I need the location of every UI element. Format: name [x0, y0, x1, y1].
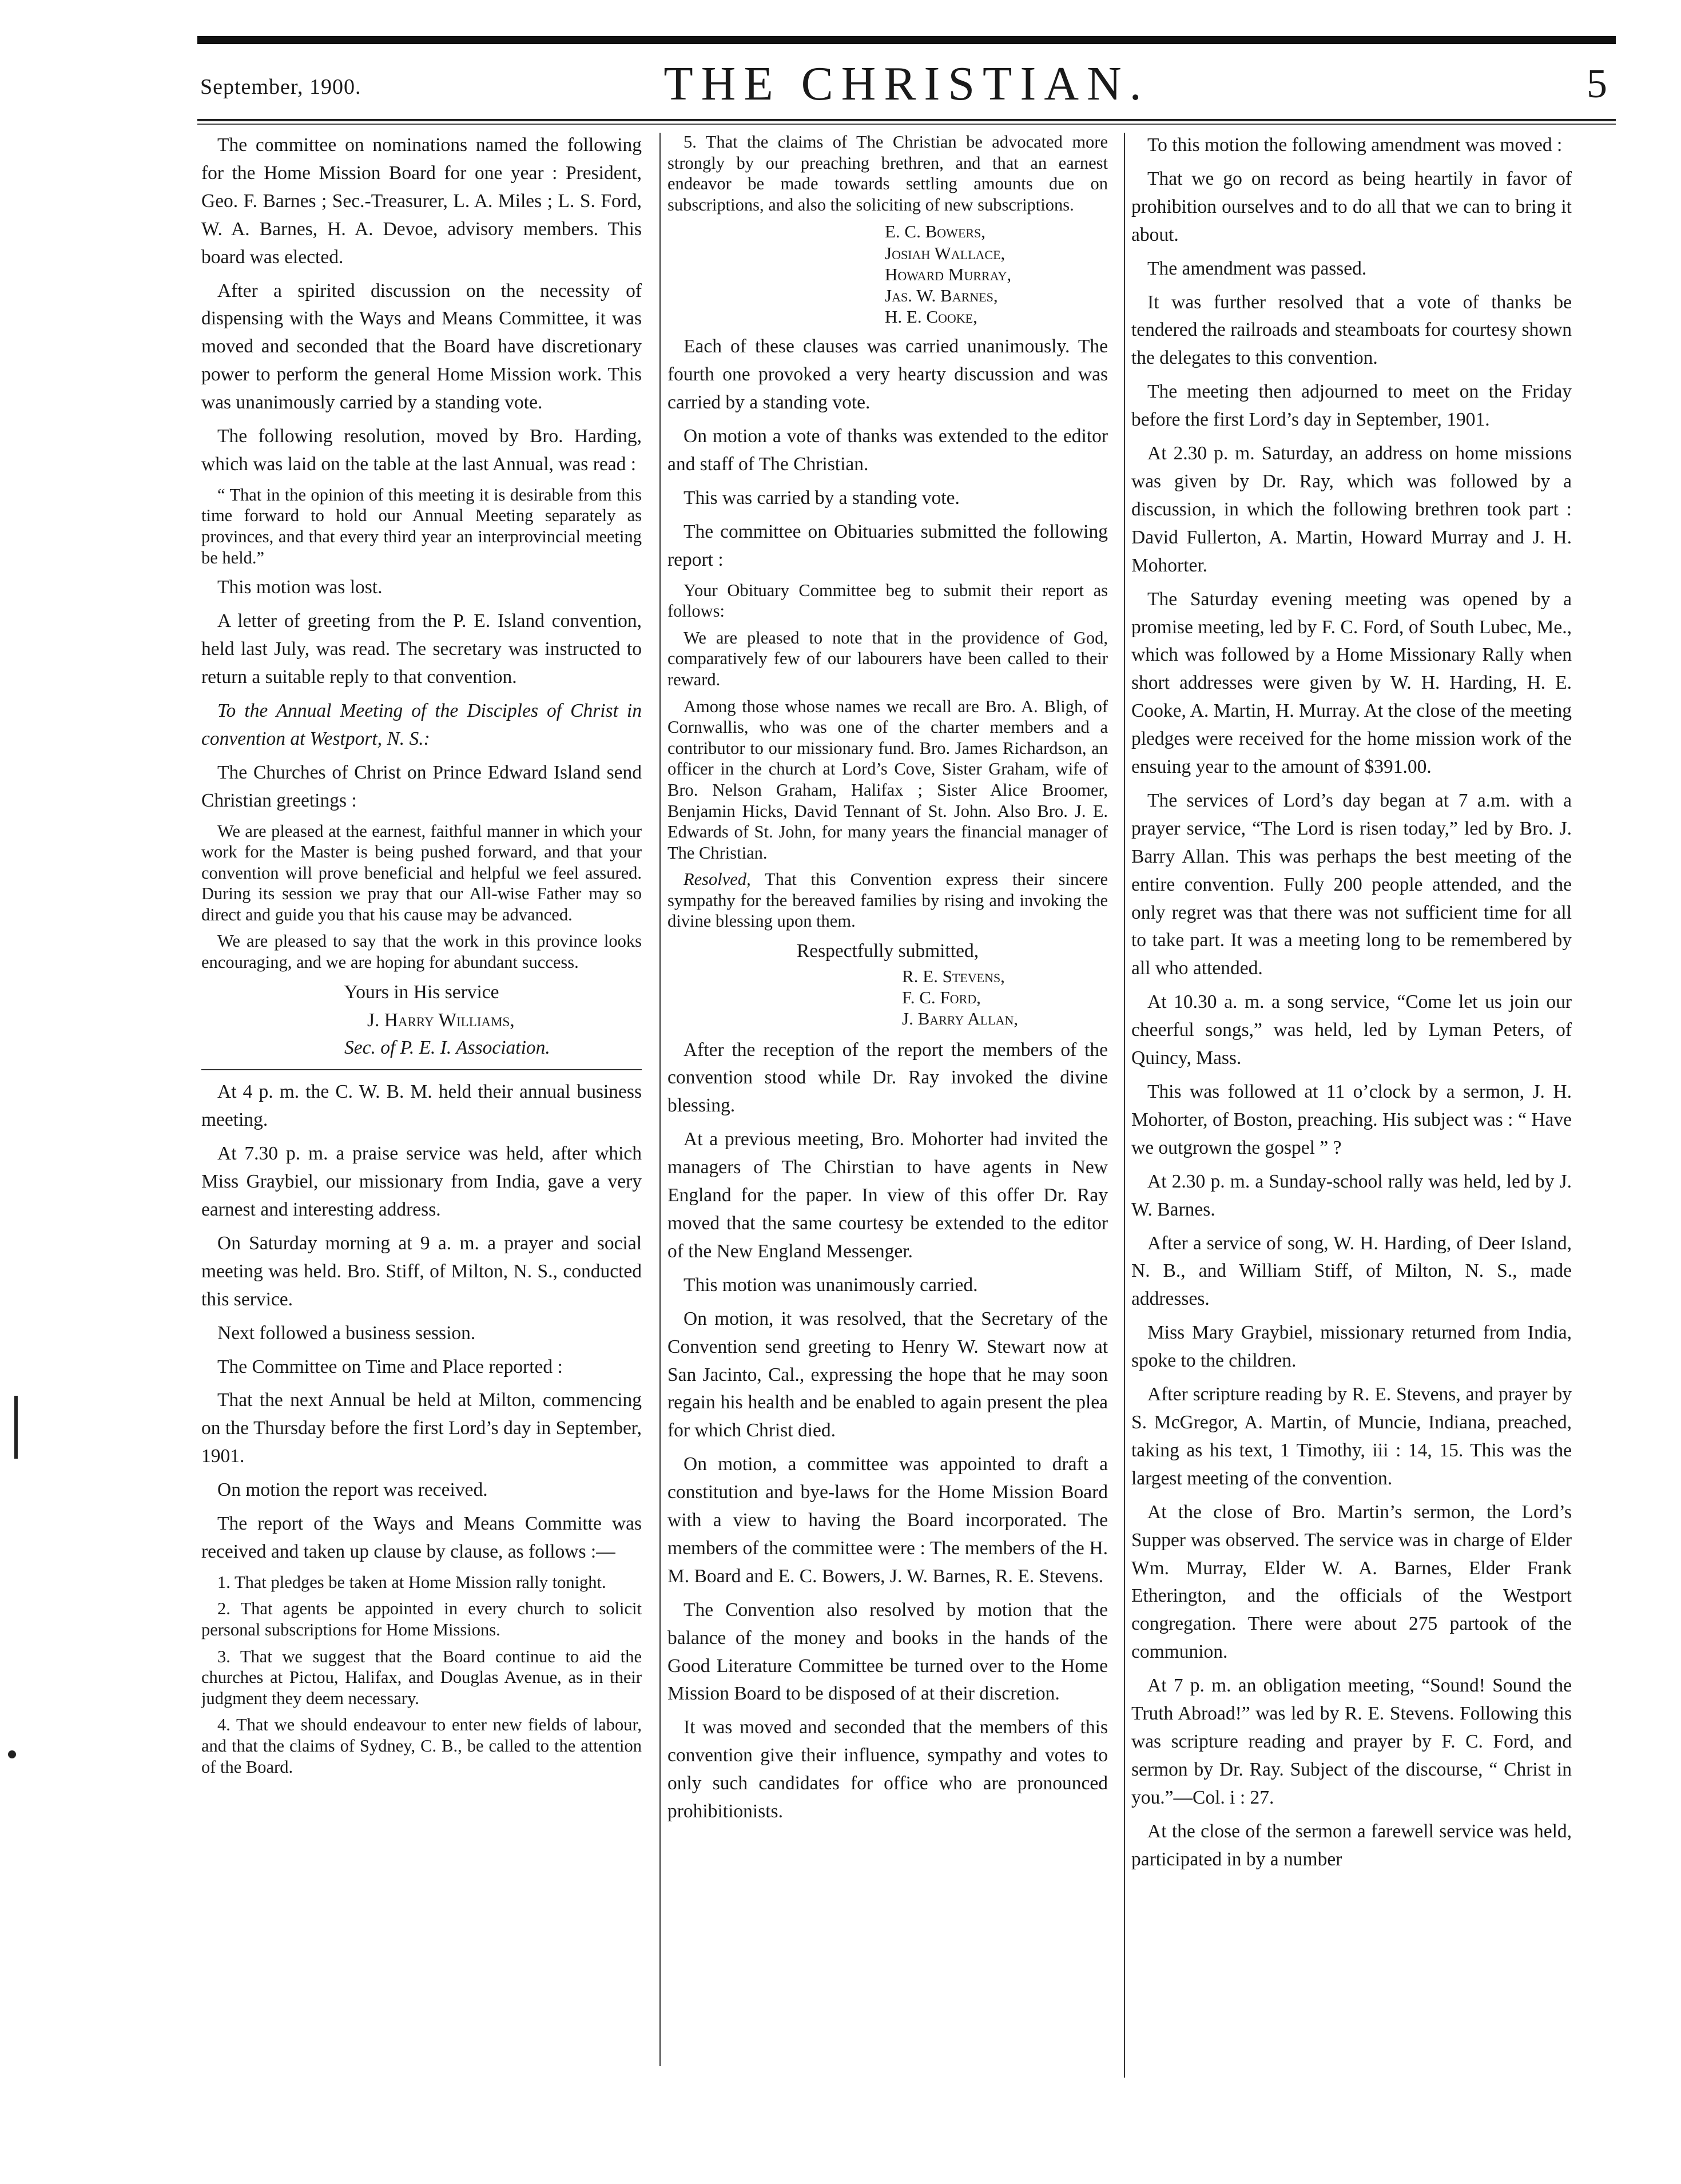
paragraph: The Committee on Time and Place reported : — [217, 1356, 563, 1377]
paragraph: On motion, a committee was appointed to draft a constitution and bye-laws for the Home Mission Board with a view to having the Board incorporated. The members of the committee were : The members of the H. M. Board and E. C. Bowers, J. W. Barnes, R. E. Stevens. — [667, 1454, 1108, 1587]
report-body: We are pleased to note that in the providence of God, comparatively few of our labourers have been called to their reward. — [667, 628, 1108, 689]
paragraph: This motion was lost. — [217, 577, 383, 598]
signature: R. E. Stevens, — [902, 966, 1005, 986]
letter-signer-title: Sec. of P. E. I. Association. — [344, 1037, 550, 1059]
signature: H. E. Cooke, — [885, 307, 977, 327]
resolved-label: Resolved, — [683, 869, 751, 890]
column-divider-2 — [1124, 133, 1125, 2078]
paragraph: That the next Annual be held at Milton, commencing on the Thursday before the first Lord’s day in September, 1901. — [201, 1389, 642, 1467]
header-rule-thin — [197, 124, 1616, 125]
letter-address: To the Annual Meeting of the Disciples of Christ in convention at Westport, N. S.: — [201, 700, 642, 749]
paragraph: After a spirited discussion on the necessity of dispensing with the Ways and Means Committee, it was moved and seconded that the Board have discretionary power to perform the general Home Mission work. This was unanimously carried by a standing vote. — [201, 280, 642, 414]
paragraph: The report of the Ways and Means Committe was received and taken up clause by clause, as follows :— — [201, 1513, 642, 1562]
report-clause: 2. That agents be appointed in every church to solicit personal subscriptions for Home Missions. — [201, 1599, 642, 1640]
signature: E. C. Bowers, — [885, 221, 986, 242]
paragraph: At the close of Bro. Martin’s sermon, the Lord’s Supper was observed. The service was in charge of Elder Wm. Murray, Elder W. A. Barnes, Elder Frank Etherington, and the officials of the Westport congregation. There were about 275 partook of the communion. — [1131, 1501, 1572, 1663]
paragraph: This was carried by a standing vote. — [683, 487, 960, 509]
paragraph: The meeting then adjourned to meet on the Friday before the first Lord’s day in September, 1901. — [1131, 381, 1572, 431]
resolution — [667, 869, 1108, 932]
paragraph: The Saturday evening meeting was opened by a promise meeting, led by F. C. Ford, of South Lubec, Me., which was followed by a Home Missionary Rally when short addresses were given by W. H. Harding, H. E. Cooke, A. Martin, H. Murray. At the close of the meeting pledges were received for the home mission work of the ensuing year to the amount of $391.00. — [1131, 588, 1572, 778]
paragraph: On motion the report was received. — [217, 1479, 488, 1501]
paragraph: At 7.30 p. m. a praise service was held, after which Miss Graybiel, our missionary from India, gave a very earnest and interesting address. — [201, 1143, 642, 1220]
report-clause: 4. That we should endeavour to enter new fields of labour, and that the claims of Sydney, C. B., be called to the attention of the Board. — [201, 1715, 642, 1777]
signature: Josiah Wallace, — [885, 243, 1006, 263]
letter-body: We are pleased to say that the work in this province looks encouraging, and we are hoping for abundant success. — [201, 931, 642, 972]
top-rule — [197, 36, 1616, 44]
paragraph: After the reception of the report the members of the convention stood while Dr. Ray invoked the divine blessing. — [667, 1039, 1108, 1117]
column-divider-1 — [659, 133, 661, 2066]
section-rule — [201, 1069, 642, 1070]
header-rule — [197, 119, 1616, 121]
signature: F. C. Ford, — [902, 987, 981, 1008]
letter-signer: J. Harry Williams, — [367, 1009, 515, 1031]
paragraph: Next followed a business session. — [217, 1322, 476, 1344]
signature: J. Barry Allan, — [902, 1008, 1018, 1029]
paragraph: At 2.30 p. m. a Sunday-school rally was held, led by J. W. Barnes. — [1131, 1170, 1572, 1220]
report-clause: 3. That we suggest that the Board continue to aid the churches at Pictou, Halifax, and Douglas Avenue, as in their judgment they deem necessary. — [201, 1646, 642, 1708]
paragraph: On Saturday morning at 9 a. m. a prayer and social meeting was held. Bro. Stiff, of Milton, N. S., conducted this service. — [201, 1232, 642, 1310]
column-2 — [667, 132, 1108, 1832]
paragraph: After a service of song, W. H. Harding, of Deer Island, N. B., and William Stiff, of Milton, N. S., made addresses. — [1131, 1232, 1572, 1310]
letter-closing: Yours in His service — [344, 981, 499, 1003]
resolution-text: That this Convention express their sincere sympathy for the bereaved families by rising and invoking the divine blessing upon them. — [667, 869, 1108, 931]
letter-body: We are pleased at the earnest, faithful manner in which your work for the Master is being pushed forward, and that your convention will prove beneficial and helpful we feel assured. During its session we pray that our All-wise Father may so direct and guide you that his cause may be advanced. — [201, 821, 642, 924]
margin-mark — [8, 1750, 16, 1758]
committee-signatures — [667, 221, 1108, 327]
paragraph: A letter of greeting from the P. E. Island convention, held last July, was read. The secretary was instructed to return a suitable reply to that convention. — [201, 610, 642, 688]
paragraph: The services of Lord’s day began at 7 a.m. with a prayer service, “The Lord is risen today,” led by Bro. J. Barry Allan. This was perhaps the best meeting of the entire convention. Fully 200 people attended, and the only regret was that there was not sufficient time for all to take part. It was a meeting long to be remembered by all who attended. — [1131, 789, 1572, 979]
paragraph: Each of these clauses was carried unanimously. The fourth one provoked a very hearty discussion and was carried by a standing vote. — [667, 336, 1108, 414]
paragraph: It was moved and seconded that the members of this convention give their influence, sympathy and votes to only such candidates for office who are pronounced prohibitionists. — [667, 1717, 1108, 1822]
paragraph: On motion, it was resolved, that the Secretary of the Convention send greeting to Henry W. Stewart now at San Jacinto, Cal., expressing the hope that he may soon regain his health and be enabled to again present the plea for which Christ died. — [667, 1308, 1108, 1442]
page-header — [194, 51, 1619, 120]
paragraph: To this motion the following amendment was moved : — [1147, 134, 1563, 156]
paragraph: The Churches of Christ on Prince Edward Island send Christian greetings : — [201, 761, 642, 811]
paragraph: At 7 p. m. an obligation meeting, “Sound! Sound the Truth Abroad!” was led by R. E. Stevens. Following this was scripture reading and prayer by F. C. Ford, and sermon by Dr. Ray. Subject of the discourse, “ Christ in you.”—Col. i : 27. — [1131, 1675, 1572, 1808]
paragraph: The committee on nominations named the following for the Home Mission Board for one year : President, Geo. F. Barnes ; Sec.-Treasurer, L. A. Miles ; L. S. Ford, W. A. Barnes, H. A. Devoe, advisory members. This board was elected. — [201, 134, 642, 268]
paragraph: On motion a vote of thanks was extended to the editor and staff of The Christian. — [667, 426, 1108, 475]
paragraph: At 2.30 p. m. Saturday, an address on home missions was given by Dr. Ray, which was followed by a discussion, in which the following brethren took part : David Fullerton, A. Martin, Howard Murray and J. H. Mohorter. — [1131, 443, 1572, 576]
issue-date: September, 1900. — [200, 75, 361, 99]
paragraph: At 4 p. m. the C. W. B. M. held their annual business meeting. — [201, 1081, 642, 1131]
paragraph: Miss Mary Graybiel, missionary returned from India, spoke to the children. — [1131, 1322, 1572, 1372]
quoted-resolution: “ That in the opinion of this meeting it is desirable from this time forward to hold our Annual Meeting separately as provinces, and that every third year an interprovincial meeting be held.” — [201, 485, 642, 567]
paragraph: The amendment was passed. — [1147, 257, 1367, 279]
paragraph: The following resolution, moved by Bro. Harding, which was laid on the table at the last Annual, was read : — [201, 426, 642, 475]
report-clause: 1. That pledges be taken at Home Mission rally tonight. — [217, 1572, 606, 1592]
report-submitted: Respectfully submitted, — [796, 940, 979, 962]
signature: Jas. W. Barnes, — [885, 285, 998, 305]
report-body: Your Obituary Committee beg to submit their report as follows: — [667, 580, 1108, 621]
paragraph: This was followed at 11 o’clock by a sermon, J. H. Mohorter, of Boston, preaching. His subject was : “ Have we outgrown the gospel ” ? — [1131, 1081, 1572, 1158]
page-number: 5 — [1587, 61, 1607, 106]
obituary-committee-signatures — [667, 966, 1108, 1030]
paragraph: This motion was unanimously carried. — [683, 1274, 978, 1296]
paragraph: The committee on Obituaries submitted the following report : — [667, 521, 1108, 570]
report-body: Among those whose names we recall are Bro. A. Bligh, of Cornwallis, who was one of the charter members and a contributor to our missionary fund. Bro. James Richardson, an officer in the church at Lord’s Cove, Sister Graham, wife of Bro. Nelson Graham, Halifax ; Sister Alice Broomer, Benjamin Hicks, David Tennant of St. John. Also Bro. J. E. Edwards of St. John, for many years the financial manager of The Christian. — [667, 696, 1108, 863]
paragraph: At the close of the sermon a farewell service was held, participated in by a number — [1131, 1820, 1572, 1870]
column-1 — [201, 132, 642, 1783]
amendment-text: That we go on record as being heartily in favor of prohibition ourselves and to do all that we can to bring it about. — [1131, 168, 1572, 245]
paragraph: The Convention also resolved by motion that the balance of the money and books in the hands of the Good Literature Committee be turned over to the Home Mission Board to be disposed of at their discretion. — [667, 1599, 1108, 1705]
margin-mark — [14, 1396, 18, 1459]
signature: Howard Murray, — [885, 264, 1012, 284]
masthead-title: THE CHRISTIAN. — [663, 57, 1150, 110]
paragraph: At 10.30 a. m. a song service, “Come let us join our cheerful songs,” was held, led by Lyman Peters, of Quincy, Mass. — [1131, 991, 1572, 1069]
column-3 — [1131, 132, 1572, 1879]
paragraph: It was further resolved that a vote of thanks be tendered the railroads and steamboats for courtesy shown the delegates to this convention. — [1131, 291, 1572, 369]
paragraph: At a previous meeting, Bro. Mohorter had invited the managers of The Chirstian to have agents in New England for the paper. In view of this offer Dr. Ray moved that the same courtesy be extended to the editor of the New England Messenger. — [667, 1129, 1108, 1262]
report-clause: 5. That the claims of The Christian be advocated more strongly by our preaching brethren, and that an earnest endeavor be made towards settling amounts due on subscriptions, and also the soliciting of new subscriptions. — [667, 132, 1108, 215]
paragraph: After scripture reading by R. E. Stevens, and prayer by S. McGregor, A. Martin, of Muncie, Indiana, preached, taking as his text, 1 Timothy, iii : 14, 15. This was the largest meeting of the convention. — [1131, 1384, 1572, 1489]
